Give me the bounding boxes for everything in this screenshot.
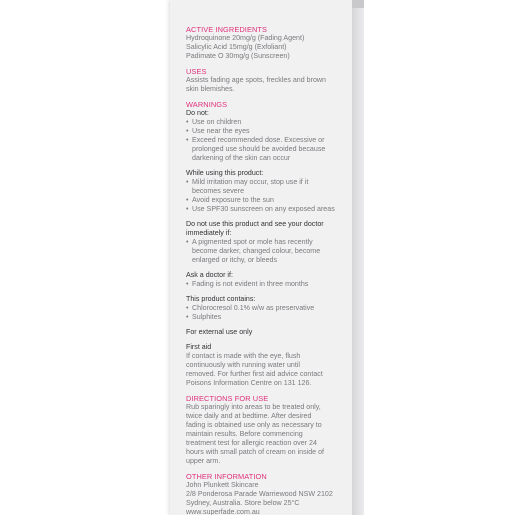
directions-line: hours with small patch of cream on inside of — [186, 448, 324, 456]
ask-doctor-item: • Fading is not evident in three months — [186, 280, 346, 289]
contains-title: This product contains: — [186, 295, 256, 303]
first-aid-line: Poisons Information Centre on 131 126. — [186, 379, 312, 387]
ingredient-line: Hydroquinone 20mg/g (Fading Agent) — [186, 34, 305, 42]
while-using-title: While using this product: — [186, 169, 264, 177]
ingredient-line: Padimate O 30mg/g (Sunscreen) — [186, 52, 290, 60]
ask-doctor-title: Ask a doctor if: — [186, 271, 233, 279]
other-info-line: John Plunkett Skincare — [186, 481, 259, 489]
other-info-line: Sydney, Australia. Store below 25°C — [186, 499, 300, 507]
see-doctor-title: immediately if: — [186, 229, 232, 237]
first-aid-line: If contact is made with the eye, flush — [186, 352, 301, 360]
product-box-edge — [352, 0, 364, 515]
directions-line: twice daily and at bedtime. After desired — [186, 412, 312, 420]
uses-line: Assists fading age spots, freckles and brown — [186, 76, 326, 84]
first-aid-line: continuously with running water until — [186, 361, 300, 369]
do-not-item: • Use on children — [186, 118, 346, 127]
uses-line: skin blemishes. — [186, 85, 235, 93]
while-using-item: • Use SPF30 sunscreen on any exposed areas — [186, 205, 346, 214]
directions-line: maintain results. Before commencing — [186, 430, 303, 438]
active-ingredients-heading: ACTIVE INGREDIENTS — [186, 25, 268, 34]
do-not-title: Do not: — [186, 109, 209, 117]
directions-line: Rub sparingly into areas to be treated only, — [186, 403, 321, 411]
do-not-item: • Use near the eyes — [186, 127, 346, 136]
directions-heading: DIRECTIONS FOR USE — [186, 394, 269, 403]
see-doctor-item: • A pigmented spot or mole has recently become darker, changed colour, become enlarged or itchy, or bleeds — [186, 238, 346, 265]
uses-heading: USES — [186, 67, 207, 76]
while-using-item: • Avoid exposure to the sun — [186, 196, 346, 205]
contains-item: • Sulphites — [186, 313, 346, 322]
ingredient-line: Salicylic Acid 15mg/g (Exfoliant) — [186, 43, 287, 51]
website-link: www.superfade.com.au — [186, 508, 260, 515]
warnings-heading: WARNINGS — [186, 100, 228, 109]
first-aid-title: First aid — [186, 343, 212, 351]
do-not-item: • Exceed recommended dose. Excessive or prolonged use should be avoided because darkening of the skin can occur — [186, 136, 346, 163]
other-info-line: 2/8 Ponderosa Parade Warriewood NSW 2102 — [186, 490, 333, 498]
directions-line: upper arm. — [186, 457, 221, 465]
see-doctor-title: Do not use this product and see your doctor — [186, 220, 324, 228]
directions-line: treatment test for allergic reaction over 24 — [186, 439, 317, 447]
other-information-heading: OTHER INFORMATION — [186, 472, 267, 481]
contains-item: • Chlorocresol 0.1% w/w as preservative — [186, 304, 346, 313]
directions-line: fading is obtained use only as necessary to — [186, 421, 322, 429]
first-aid-line: removed. For further first aid advice contact — [186, 370, 323, 378]
while-using-item: • Mild irritation may occur, stop use if it becomes severe — [186, 178, 346, 196]
label-text — [186, 25, 346, 515]
external-use-note: For external use only — [186, 328, 253, 336]
